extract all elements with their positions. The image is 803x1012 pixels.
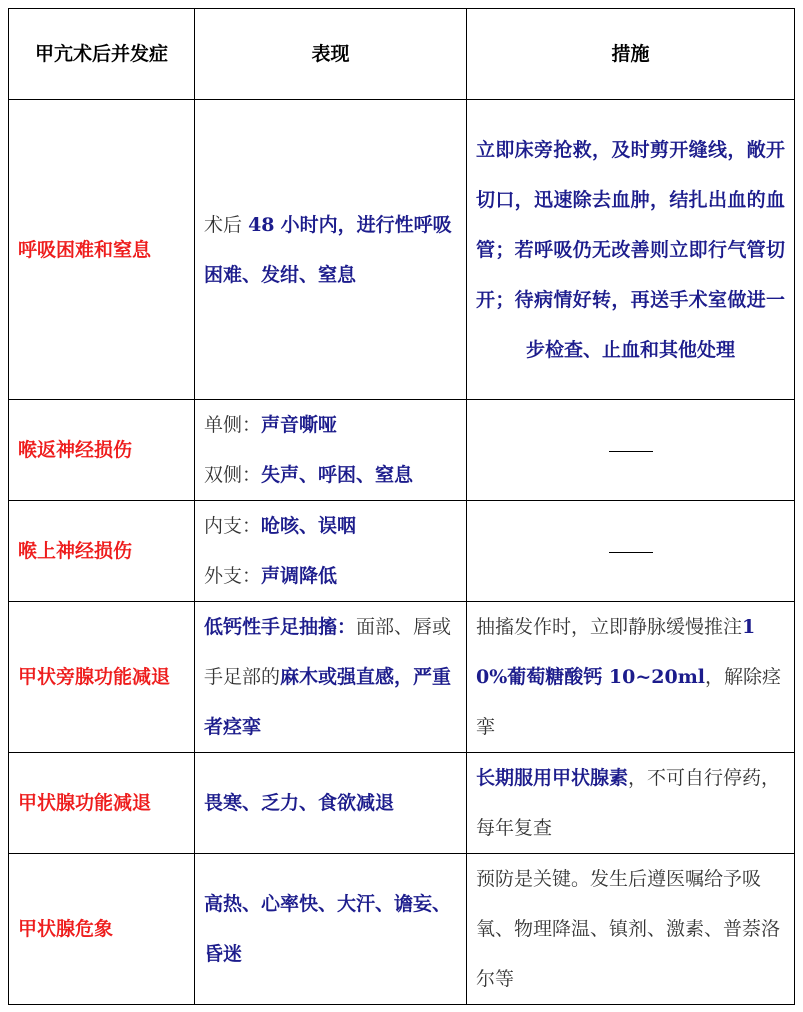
complication-cell: 甲状腺功能减退 [9,753,195,854]
header-row [9,9,795,100]
table-row [9,400,795,501]
manifestation-text: 面部、唇或手足部的 [204,616,452,688]
manifestation-line [204,400,457,450]
measure-cell [467,753,795,854]
manifestation-emphasis: 声音嘶哑 [261,414,338,436]
complication-cell: 甲状旁腺功能减退 [9,602,195,753]
manifestation-emphasis: 声调降低 [261,565,338,587]
manifestation-emphasis: 48 [248,213,275,236]
dash-placeholder [609,552,653,553]
manifestation-emphasis: 失声、呼困、窒息 [261,464,414,486]
measure-cell [467,400,795,501]
measure-cell [467,501,795,602]
header-measure: 措施 [467,9,795,100]
table-row [9,753,795,854]
measure-cell: 预防是关键。发生后遵医嘱给予吸氧、物理降温、镇剂、激素、普萘洛尔等 [467,854,795,1005]
measure-text: 抽搐发作时，立即静脉缓慢推注 [476,616,743,638]
measure-cell: 立即床旁抢救，及时剪开缝线，敞开切口，迅速除去血肿，结扎出血的血管；若呼吸仍无改善则立即行气管切开；待病情好转，再送手术室做进一步检查、止血和其他处理 [467,100,795,400]
manifestation-line [204,501,457,551]
header-complication: 甲亢术后并发症 [9,9,195,100]
measure-text: ，解除痉挛 [476,666,782,738]
complication-cell: 喉返神经损伤 [9,400,195,501]
manifestation-label: 外支： [204,565,262,587]
measure-cell [467,602,795,753]
table-row [9,602,795,753]
manifestation-cell: 畏寒、乏力、食欲减退 [195,753,467,854]
complication-cell: 喉上神经损伤 [9,501,195,602]
complications-table [8,8,795,1005]
manifestation-emphasis: 麻木或强直感，严重者痉挛 [204,666,452,738]
complication-cell: 呼吸困难和窒息 [9,100,195,400]
manifestation-line [204,450,457,500]
manifestation-emphasis: 小时内，进行性呼吸困难、发绀、窒息 [204,213,452,286]
manifestation-cell: 高热、心率快、大汗、谵妄、昏迷 [195,854,467,1005]
manifestation-emphasis: 呛咳、误咽 [261,515,357,537]
table-row [9,501,795,602]
table-row [9,854,795,1005]
measure-emphasis: 长期服用甲状腺素 [476,767,629,789]
manifestation-label: 单侧： [204,414,262,436]
manifestation-text: 术后 [204,213,243,236]
manifestation-emphasis: 低钙性手足抽搐： [204,616,357,638]
manifestation-cell [195,100,467,400]
table-row [9,100,795,400]
manifestation-line [204,551,457,601]
manifestation-cell [195,501,467,602]
dash-placeholder [609,451,653,452]
complication-cell: 甲状腺危象 [9,854,195,1005]
manifestation-label: 内支： [204,515,262,537]
measure-text: ，不可自行停药，每年复查 [476,767,781,839]
manifestation-cell [195,400,467,501]
manifestation-cell [195,602,467,753]
measure-emphasis: 10%葡萄糖酸钙 10~20ml [476,616,756,688]
manifestation-label: 双侧： [204,464,262,486]
header-manifestation: 表现 [195,9,467,100]
